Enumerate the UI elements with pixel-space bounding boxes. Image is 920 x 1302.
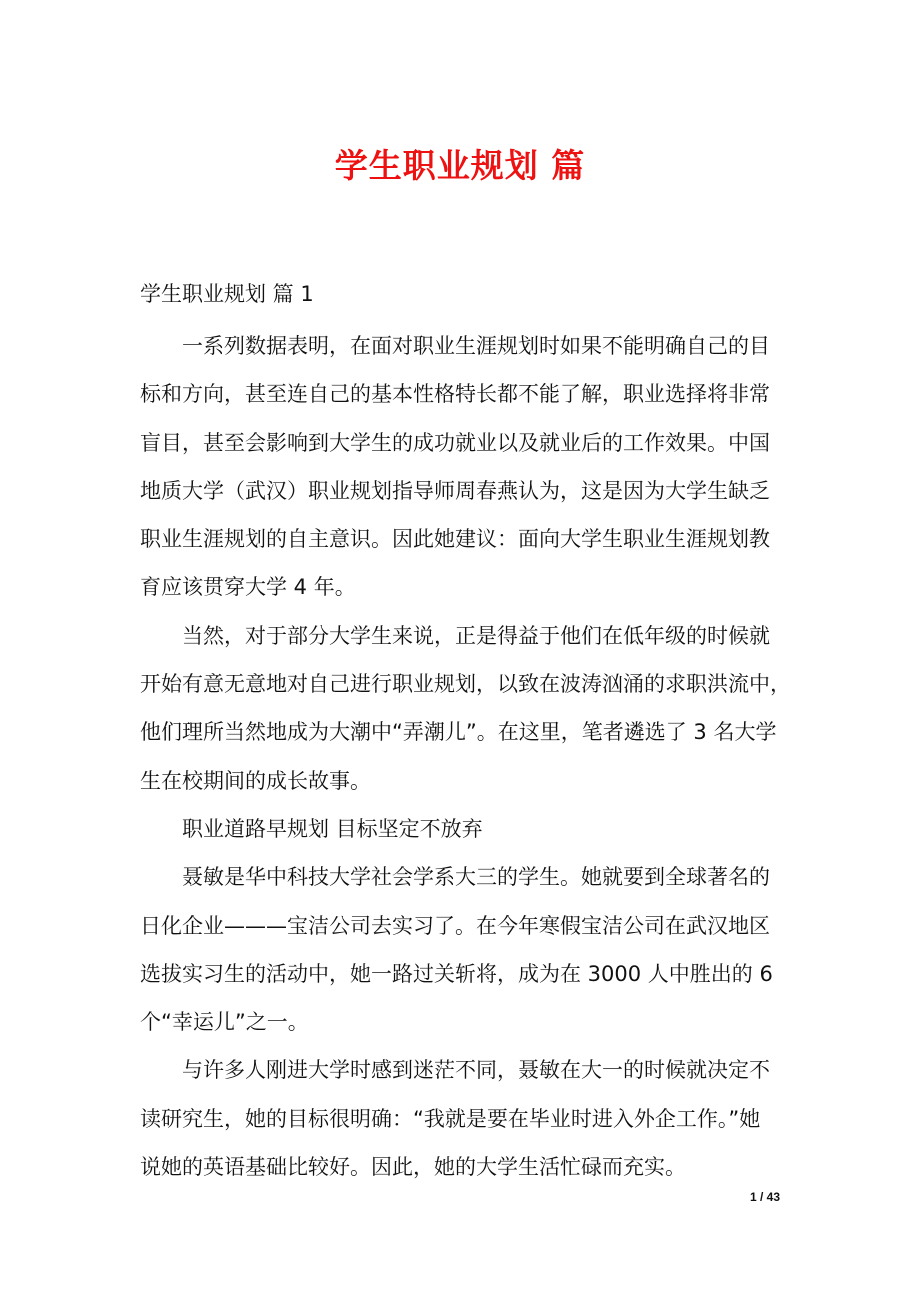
text-line: 与许多人刚进大学时感到迷茫不同，聂敏在大一的时候就决定不 xyxy=(182,1058,770,1083)
text-line: 说她的英语基础比较好。因此，她的大学生活忙碌而充实。 xyxy=(140,1155,686,1180)
text-line: 日化企业———宝洁公司去实习了。在今年寒假宝洁公司在武汉地区 xyxy=(140,913,770,938)
text-line: 一系列数据表明，在面对职业生涯规划时如果不能明确自己的目 xyxy=(182,334,770,358)
text-line: 职业道路早规划 目标坚定不放弃 xyxy=(182,816,483,841)
text-line: 地质大学（武汉）职业规划指导师周春燕认为，这是因为大学生缺乏 xyxy=(140,478,770,503)
document-body xyxy=(140,322,791,1191)
document-title: 学生职业规划 篇 xyxy=(334,146,586,185)
text-line: 选拔实习生的活动中，她一路过关斩将，成为在 3000 人中胜出的 6 xyxy=(140,961,773,986)
text-line: 开始有意无意地对自己进行职业规划，以致在波涛汹涌的求职洪流中， xyxy=(140,672,791,697)
text-line: 他们理所当然地成为大潮中“弄潮儿”。在这里，笔者遴选了 3 名大学 xyxy=(140,720,777,745)
section-heading: 学生职业规划 篇 1 xyxy=(140,282,314,306)
paragraph xyxy=(140,853,782,1046)
text-line: 生在校期间的成长故事。 xyxy=(140,768,371,793)
text-line: 个“幸运儿”之一。 xyxy=(140,1010,309,1035)
text-line: 育应该贯穿大学 4 年。 xyxy=(140,575,356,600)
subheading-paragraph xyxy=(140,805,782,853)
page-number: 1 / 43 xyxy=(749,1190,780,1204)
paragraph xyxy=(140,322,782,612)
text-line: 读研究生，她的目标很明确：“我就是要在毕业时进入外企工作。”她 xyxy=(140,1106,761,1131)
text-line: 聂敏是华中科技大学社会学系大三的学生。她就要到全球著名的 xyxy=(182,865,770,890)
paragraph xyxy=(140,612,791,805)
text-line: 盲目，甚至会影响到大学生的成功就业以及就业后的工作效果。中国 xyxy=(140,430,770,455)
text-line: 当然，对于部分大学生来说，正是得益于他们在低年级的时候就 xyxy=(182,623,770,648)
text-line: 职业生涯规划的自主意识。因此她建议：面向大学生职业生涯规划教 xyxy=(140,527,770,552)
paragraph xyxy=(140,1046,782,1191)
text-line: 标和方向，甚至连自己的基本性格特长都不能了解，职业选择将非常 xyxy=(140,382,770,407)
